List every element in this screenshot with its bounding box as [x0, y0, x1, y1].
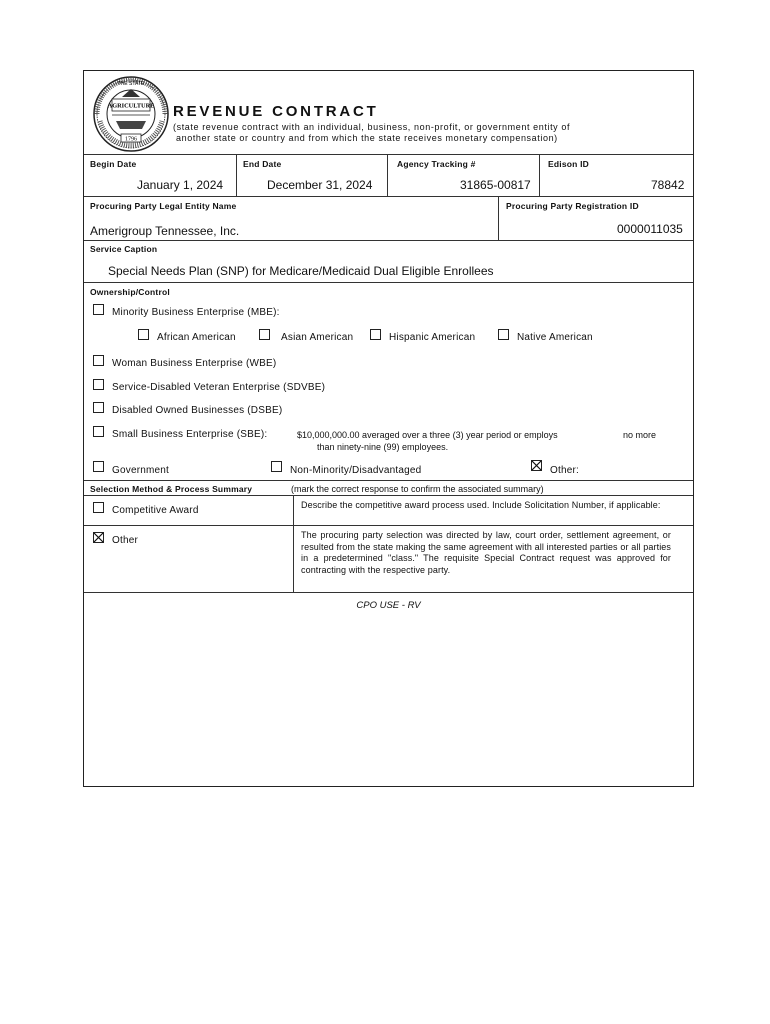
- edison-id-value: 78842: [651, 178, 685, 192]
- other-selection-description: The procuring party selection was directed by law, court order, settlement agreement, or resulted from the state making the same agreement with all interested parties or all parties in a predetermined "class." The requisite Special Contract request was approved for contracting with the respective party.: [301, 530, 671, 575]
- seal-center-text: AGRICULTURE: [107, 102, 155, 110]
- african-american-checkbox[interactable]: [138, 329, 149, 340]
- non-minority-label: Non-Minority/Disadvantaged: [290, 465, 422, 476]
- hispanic-american-label: Hispanic American: [389, 332, 476, 343]
- asian-american-checkbox[interactable]: [259, 329, 270, 340]
- seal-top-text: THE STATE: [117, 81, 145, 87]
- sbe-description-line2: than ninety-nine (99) employees.: [317, 442, 449, 452]
- seal-year: 1796: [125, 136, 137, 143]
- agency-tracking-value: 31865-00817: [460, 178, 531, 192]
- native-american-label: Native American: [517, 332, 593, 343]
- check-x-icon: [93, 532, 104, 543]
- sbe-label: Small Business Enterprise (SBE):: [112, 429, 268, 440]
- wbe-label: Woman Business Enterprise (WBE): [112, 358, 277, 369]
- sbe-description-suffix: no more: [623, 430, 657, 440]
- sbe-description-line1: $10,000,000.00 averaged over a three (3) year period or employs: [297, 430, 558, 440]
- hispanic-american-checkbox[interactable]: [370, 329, 381, 340]
- other-selection-checkbox[interactable]: [93, 532, 104, 543]
- service-caption-value: Special Needs Plan (SNP) for Medicare/Medicaid Dual Eligible Enrollees: [108, 264, 494, 278]
- legal-entity-label: Procuring Party Legal Entity Name: [90, 201, 237, 211]
- revenue-contract-form: [83, 70, 694, 787]
- ownership-label: Ownership/Control: [90, 287, 170, 297]
- contract-subtitle-2: another state or country and from which the state receives monetary compensation): [176, 133, 558, 143]
- state-seal: [92, 75, 170, 153]
- native-american-checkbox[interactable]: [498, 329, 509, 340]
- government-label: Government: [112, 465, 170, 476]
- legal-entity-value: Amerigroup Tennessee, Inc.: [90, 224, 240, 238]
- competitive-award-label: Competitive Award: [112, 505, 199, 516]
- selection-method-note: (mark the correct response to confirm the associated summary): [291, 484, 544, 494]
- begin-date-value: January 1, 2024: [137, 178, 224, 192]
- sdvbe-label: Service-Disabled Veteran Enterprise (SDVBE): [112, 382, 326, 393]
- sbe-checkbox[interactable]: [93, 426, 104, 437]
- end-date-label: End Date: [243, 159, 282, 169]
- check-x-icon: [531, 460, 542, 471]
- mbe-label: Minority Business Enterprise (MBE):: [112, 307, 280, 318]
- african-american-label: African American: [157, 332, 236, 343]
- service-caption-label: Service Caption: [90, 244, 158, 254]
- agency-tracking-label: Agency Tracking #: [397, 159, 476, 169]
- sdvbe-checkbox[interactable]: [93, 379, 104, 390]
- begin-date-label: Begin Date: [90, 159, 137, 169]
- edison-id-label: Edison ID: [548, 159, 589, 169]
- contract-subtitle-1: (state revenue contract with an individual, business, non-profit, or government entity of: [173, 122, 571, 132]
- dsbe-checkbox[interactable]: [93, 402, 104, 413]
- end-date-value: December 31, 2024: [267, 178, 373, 192]
- selection-method-label: Selection Method & Process Summary: [90, 484, 253, 494]
- dsbe-label: Disabled Owned Businesses (DSBE): [112, 405, 283, 416]
- non-minority-checkbox[interactable]: [271, 461, 282, 472]
- competitive-award-description: Describe the competitive award process used. Include Solicitation Number, if applicable:: [301, 500, 661, 510]
- asian-american-label: Asian American: [281, 332, 354, 343]
- other-selection-label: Other: [112, 535, 139, 546]
- mbe-checkbox[interactable]: [93, 304, 104, 315]
- registration-id-value: 0000011035: [617, 222, 683, 236]
- wbe-checkbox[interactable]: [93, 355, 104, 366]
- contract-title: REVENUE CONTRACT: [173, 103, 379, 120]
- other-ownership-checkbox[interactable]: [531, 460, 542, 471]
- registration-id-label: Procuring Party Registration ID: [506, 201, 639, 211]
- government-checkbox[interactable]: [93, 461, 104, 472]
- competitive-award-checkbox[interactable]: [93, 502, 104, 513]
- other-ownership-label: Other:: [550, 465, 579, 476]
- cpo-use-label: CPO USE - RV: [356, 600, 421, 611]
